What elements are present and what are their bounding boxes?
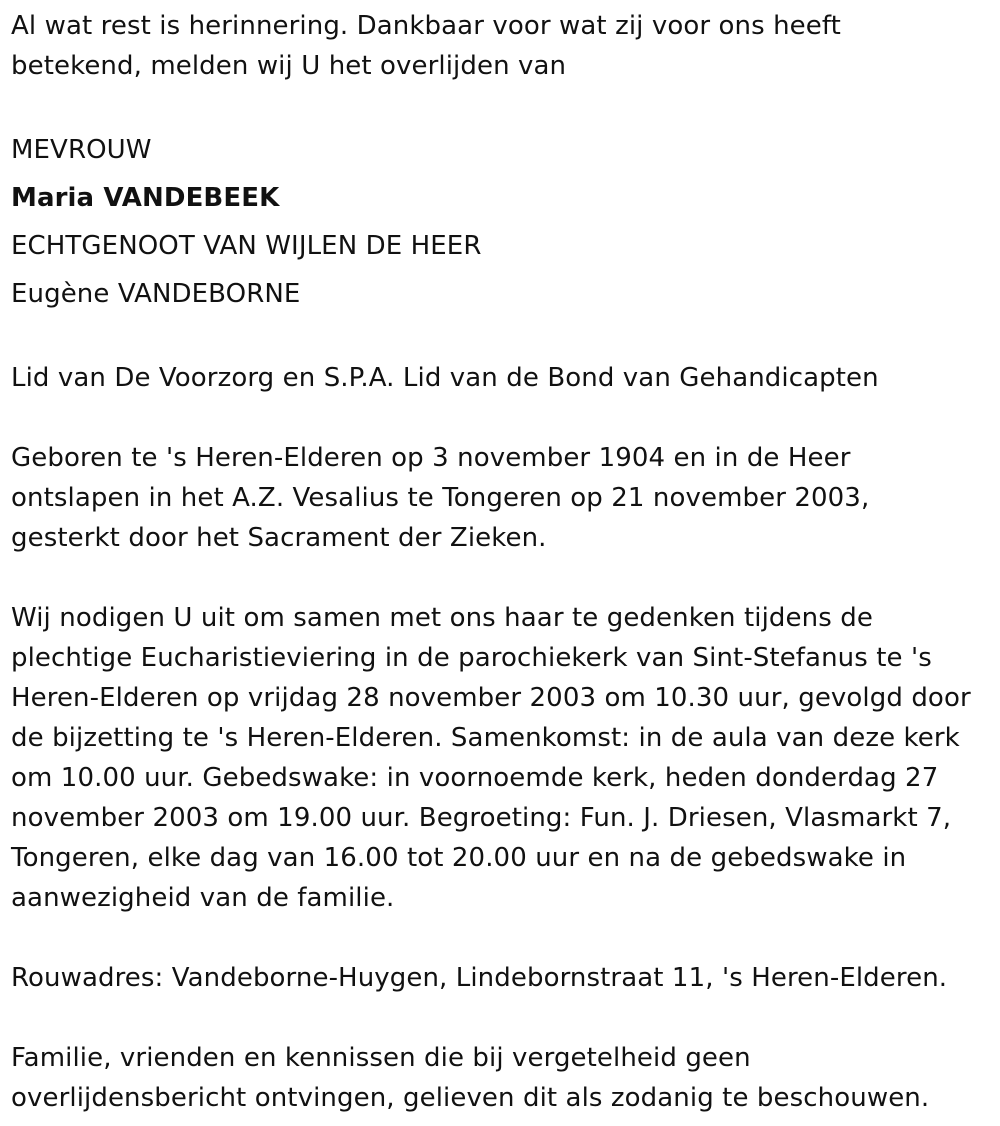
paragraph-spacer <box>11 398 991 438</box>
birth-death-paragraph <box>11 438 991 558</box>
text-line: Heren-Elderen op vrijdag 28 november 2003 om 10.30 uur, gevolgd door <box>11 683 971 713</box>
membership-paragraph <box>11 358 991 398</box>
text-line: Rouwadres: Vandeborne-Huygen, Lindebornstraat 11, 's Heren-Elderen. <box>11 963 948 993</box>
text-line: Lid van De Voorzorg en S.P.A. Lid van de Bond van Gehandicapten <box>11 363 879 393</box>
text-line: Tongeren, elke dag van 16.00 tot 20.00 uur en na de gebedswake in <box>11 843 907 873</box>
deceased-name: Maria VANDEBEEK <box>11 183 280 213</box>
text-line: om 10.00 uur. Gebedswake: in voornoemde kerk, heden donderdag 27 <box>11 763 939 793</box>
paragraph-spacer <box>11 998 991 1038</box>
honorific-title: MEVROUW <box>11 135 152 165</box>
relation-text: ECHTGENOOT VAN WIJLEN DE HEER <box>11 231 482 261</box>
text-line: aanwezigheid van de familie. <box>11 883 395 913</box>
paragraph-spacer <box>11 86 991 126</box>
text-line: de bijzetting te 's Heren-Elderen. Samenkomst: in de aula van deze kerk <box>11 723 960 753</box>
intro-paragraph <box>11 6 991 86</box>
address-paragraph <box>11 958 991 998</box>
text-line: Al wat rest is herinnering. Dankbaar voor wat zij voor ons heeft <box>11 11 841 41</box>
text-line: Familie, vrienden en kennissen die bij vergetelheid geen <box>11 1043 751 1073</box>
text-line: ontslapen in het A.Z. Vesalius te Tongeren op 21 november 2003, <box>11 483 870 513</box>
paragraph-spacer <box>11 318 991 358</box>
ceremony-paragraph <box>11 598 991 918</box>
spouse-name: Eugène VANDEBORNE <box>11 279 301 309</box>
paragraph-spacer <box>11 558 991 598</box>
obituary-document <box>11 6 991 1118</box>
text-line: overlijdensbericht ontvingen, gelieven dit als zodanig te beschouwen. <box>11 1083 930 1113</box>
text-line: betekend, melden wij U het overlijden van <box>11 51 567 81</box>
text-line: plechtige Eucharistieviering in de parochiekerk van Sint-Stefanus te 's <box>11 643 932 673</box>
closing-paragraph <box>11 1038 991 1118</box>
text-line: Wij nodigen U uit om samen met ons haar te gedenken tijdens de <box>11 603 873 633</box>
text-line: november 2003 om 19.00 uur. Begroeting: Fun. J. Driesen, Vlasmarkt 7, <box>11 803 952 833</box>
text-line: Geboren te 's Heren-Elderen op 3 november 1904 en in de Heer <box>11 443 851 473</box>
paragraph-spacer <box>11 918 991 958</box>
text-line: gesterkt door het Sacrament der Zieken. <box>11 523 547 553</box>
deceased-block <box>11 126 991 318</box>
